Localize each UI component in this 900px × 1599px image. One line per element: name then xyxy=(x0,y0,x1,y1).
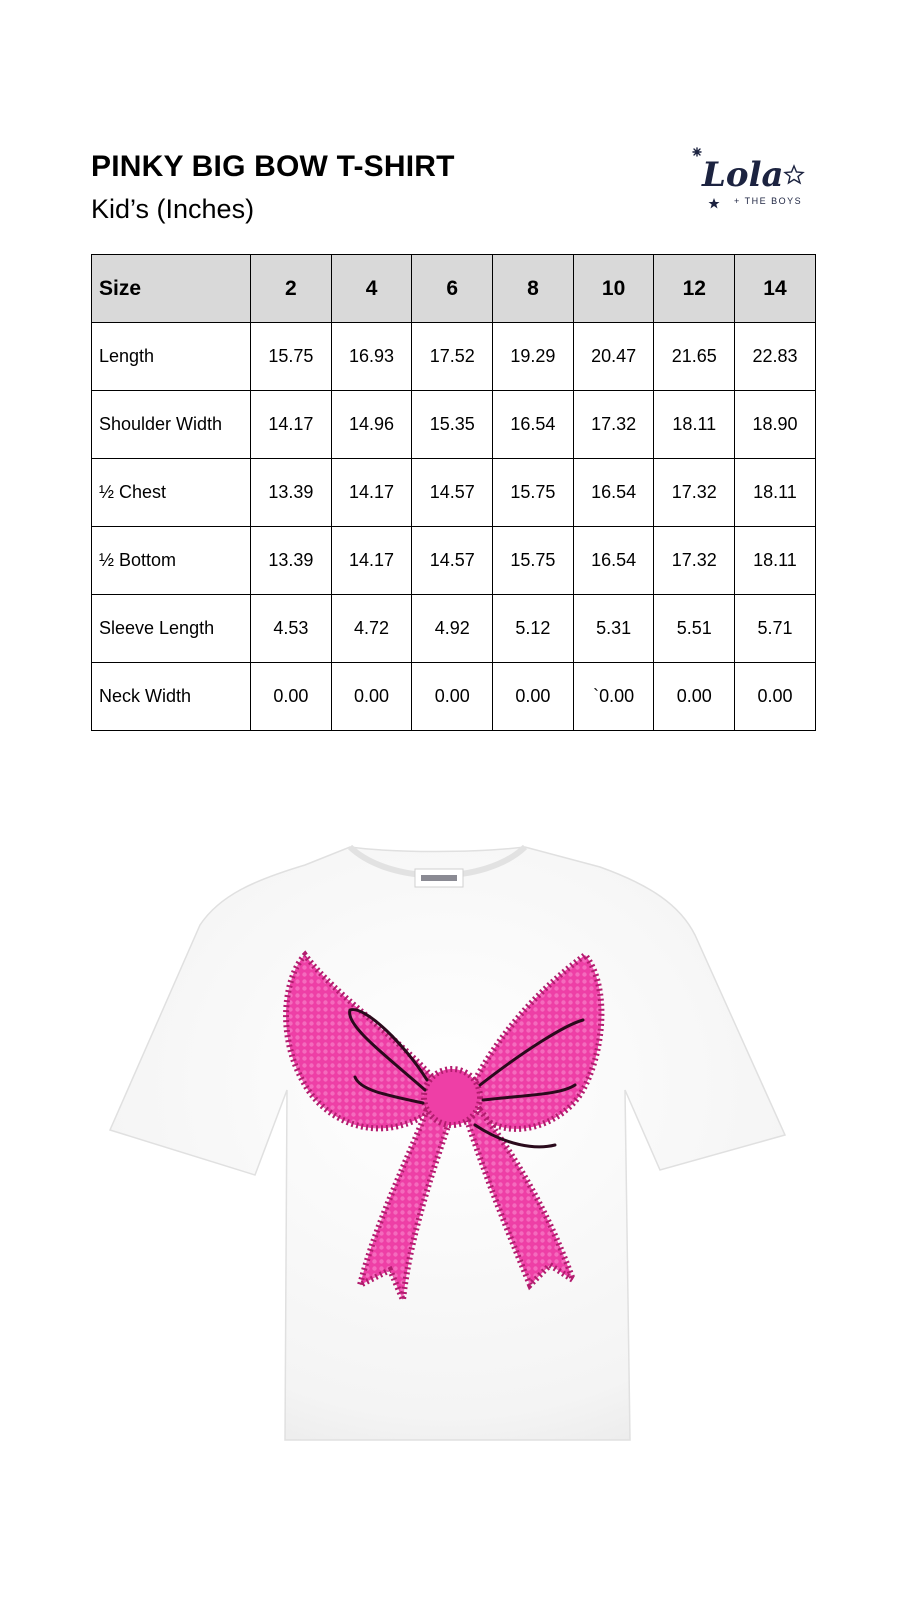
size-chart-table xyxy=(91,254,816,731)
table-cell: 20.47 xyxy=(573,323,654,391)
table-row xyxy=(92,527,816,595)
table-cell: 22.83 xyxy=(735,323,816,391)
brand-logo xyxy=(690,142,820,222)
table-cell: 14.96 xyxy=(331,391,412,459)
table-cell: 17.32 xyxy=(573,391,654,459)
row-label: Length xyxy=(92,323,251,391)
table-cell: 17.32 xyxy=(654,459,735,527)
row-label: ½ Bottom xyxy=(92,527,251,595)
table-cell: 18.11 xyxy=(735,459,816,527)
table-cell: 4.72 xyxy=(331,595,412,663)
chart-subtitle: Kid’s (Inches) xyxy=(91,194,255,224)
table-cell: 4.53 xyxy=(251,595,332,663)
row-label: Shoulder Width xyxy=(92,391,251,459)
table-cell: 5.71 xyxy=(735,595,816,663)
table-cell: 4.92 xyxy=(412,595,493,663)
header-cell: 2 xyxy=(251,255,332,323)
table-row xyxy=(92,323,816,391)
table-cell: 18.11 xyxy=(654,391,735,459)
table-cell: 15.75 xyxy=(493,459,574,527)
row-label: Sleeve Length xyxy=(92,595,251,663)
table-cell: 16.54 xyxy=(573,459,654,527)
table-cell: 17.32 xyxy=(654,527,735,595)
row-label: Neck Width xyxy=(92,663,251,731)
header-cell: 14 xyxy=(735,255,816,323)
table-cell: 0.00 xyxy=(331,663,412,731)
logo-script-text: Lola xyxy=(702,155,784,195)
tshirt-with-pink-bow-image xyxy=(105,845,805,1465)
table-cell: 15.75 xyxy=(493,527,574,595)
header-cell: 6 xyxy=(412,255,493,323)
table-cell: 5.12 xyxy=(493,595,574,663)
table-cell: 5.31 xyxy=(573,595,654,663)
table-cell: 0.00 xyxy=(654,663,735,731)
table-cell: 18.90 xyxy=(735,391,816,459)
header-cell: 8 xyxy=(493,255,574,323)
table-cell: 0.00 xyxy=(412,663,493,731)
table-cell: 5.51 xyxy=(654,595,735,663)
table-cell: 18.11 xyxy=(735,527,816,595)
table-cell: 14.17 xyxy=(251,391,332,459)
table-cell: 0.00 xyxy=(735,663,816,731)
table-cell: 15.75 xyxy=(251,323,332,391)
table-cell: 14.57 xyxy=(412,459,493,527)
logo-small-text: + THE BOYS xyxy=(734,196,803,206)
table-cell: 13.39 xyxy=(251,527,332,595)
table-cell: 0.00 xyxy=(493,663,574,731)
table-row xyxy=(92,459,816,527)
product-title: PINKY BIG BOW T-SHIRT xyxy=(91,150,455,183)
table-cell: 14.17 xyxy=(331,459,412,527)
table-cell: 13.39 xyxy=(251,459,332,527)
table-row xyxy=(92,391,816,459)
table-cell: 16.54 xyxy=(493,391,574,459)
table-cell: 14.57 xyxy=(412,527,493,595)
table-row xyxy=(92,595,816,663)
table-cell: 15.35 xyxy=(412,391,493,459)
header-cell: 12 xyxy=(654,255,735,323)
table-row xyxy=(92,663,816,731)
table-cell: 21.65 xyxy=(654,323,735,391)
table-cell: 19.29 xyxy=(493,323,574,391)
table-cell: `0.00 xyxy=(573,663,654,731)
table-cell: 14.17 xyxy=(331,527,412,595)
table-header-row xyxy=(92,255,816,323)
header-cell: Size xyxy=(92,255,251,323)
table-cell: 16.54 xyxy=(573,527,654,595)
table-cell: 17.52 xyxy=(412,323,493,391)
header-cell: 4 xyxy=(331,255,412,323)
row-label: ½ Chest xyxy=(92,459,251,527)
table-cell: 16.93 xyxy=(331,323,412,391)
table-cell: 0.00 xyxy=(251,663,332,731)
header-cell: 10 xyxy=(573,255,654,323)
